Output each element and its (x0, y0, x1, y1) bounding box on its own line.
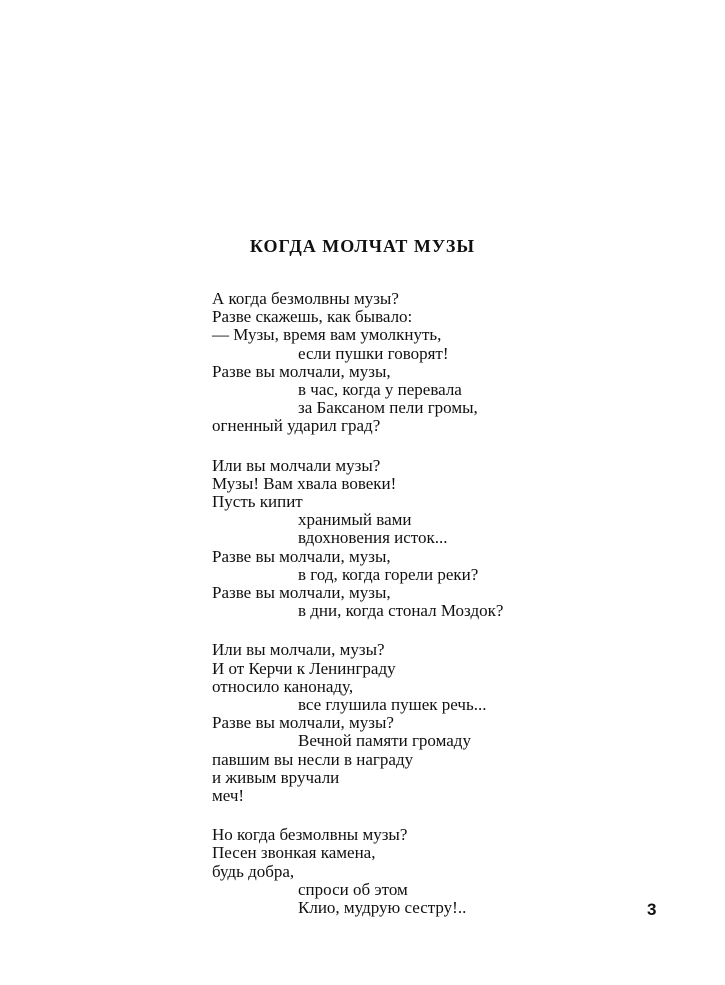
poem-line: — Музы, время вам умолкнуть, (212, 325, 442, 345)
poem-title: КОГДА МОЛЧАТ МУЗЫ (249, 236, 476, 256)
poem-line: Разве скажешь, как бывало: (212, 307, 413, 327)
poem-line: Музы! Вам хвала вовеки! (212, 473, 397, 493)
poem-line: хранимый вами (298, 510, 412, 530)
poem-line: Или вы молчали музы? (212, 455, 381, 475)
poem-line: в год, когда горели реки? (298, 564, 479, 584)
poem-line: Разве вы молчали, музы, (212, 583, 391, 603)
poem-line: вдохновения исток... (298, 528, 448, 548)
poem-line: Клио, мудрую сестру!.. (298, 898, 467, 918)
poem-line: за Баксаном пели громы, (298, 398, 478, 418)
poem-line: огненный ударил град? (212, 416, 381, 436)
poem-line: все глушила пушек речь... (298, 695, 487, 715)
poem-line: Песен звонкая камена, (212, 843, 376, 863)
poem-line: и живым вручали (212, 767, 340, 787)
stanza (212, 457, 612, 621)
poem-line: меч! (212, 786, 245, 806)
poem-line: И от Керчи к Ленинграду (212, 658, 396, 678)
poem-line: Вечной памяти громаду (298, 731, 471, 751)
poem-line: будь добра, (212, 861, 295, 881)
stanza (212, 641, 612, 805)
poem-line: относило канонаду, (212, 676, 354, 696)
poem-line: Но когда безмолвны музы? (212, 825, 408, 845)
poem-line: Разве вы молчали, музы? (212, 713, 394, 733)
poem-line: Или вы молчали, музы? (212, 640, 385, 660)
poem-line: павшим вы несли в награду (212, 749, 414, 769)
poem-body (212, 290, 612, 938)
stanza (212, 290, 612, 436)
poem-line: Пусть кипит (212, 492, 303, 512)
page-number: 3 (647, 900, 657, 919)
poem-line: если пушки говорят! (298, 343, 449, 363)
poem-line: Разве вы молчали, музы, (212, 546, 391, 566)
poem-line: Разве вы молчали, музы, (212, 361, 391, 381)
poem-line: спроси об этом (298, 879, 408, 899)
poem-line: в дни, когда стонал Моздок? (298, 601, 504, 621)
stanza (212, 826, 612, 917)
poem-line: А когда безмолвны музы? (212, 289, 399, 308)
poem-line: в час, когда у перевала (298, 380, 462, 400)
